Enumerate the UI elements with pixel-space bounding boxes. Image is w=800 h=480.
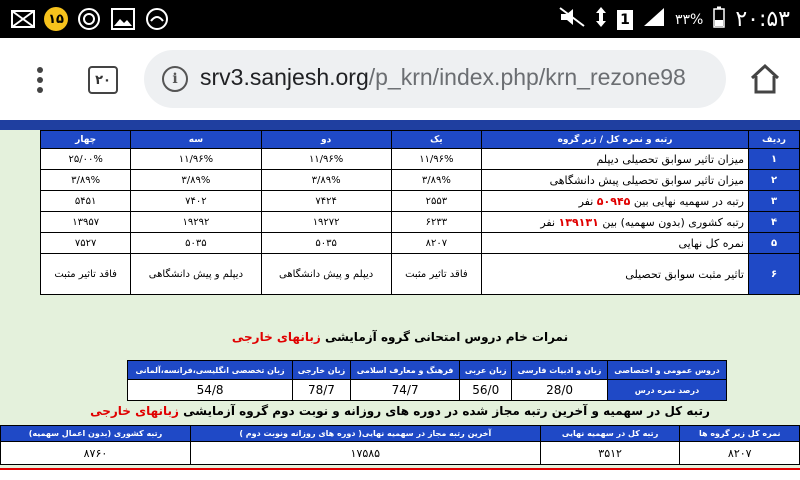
app-circle-icon (76, 6, 102, 32)
col-header: سه (131, 131, 261, 149)
row-label: نمره کل نهایی (482, 233, 749, 254)
table-header-row (1, 426, 800, 442)
cell: دیپلم و پیش دانشگاهی (131, 254, 261, 295)
label-unit: نفر (540, 215, 556, 229)
cell: ۸۲۰۷ (680, 442, 800, 465)
url-host: srv3.sanjesh.org (200, 64, 369, 90)
page-content (0, 120, 800, 480)
cell: ۱۱/۹۶% (131, 149, 261, 170)
home-icon[interactable] (748, 62, 782, 96)
section-title-raw-scores (0, 330, 800, 344)
col-header: ردیف (749, 131, 800, 149)
mute-icon (559, 7, 585, 32)
col-header: نمره کل زیر گروه ها (680, 426, 800, 442)
row-label (482, 212, 749, 233)
bottom-divider (0, 468, 800, 480)
tab-switcher-button[interactable]: ۲۰ (88, 66, 118, 94)
row-number: ۶ (749, 254, 800, 295)
cell: ۳۵۱۲ (540, 442, 680, 465)
col-header: زبان و ادبیات فارسی (512, 361, 608, 380)
address-bar[interactable] (144, 50, 726, 108)
cell: ۳/۸۹% (131, 170, 261, 191)
image-icon (110, 6, 136, 32)
col-header: رتبه کشوری (بدون اعمال سهمیه) (1, 426, 191, 442)
clock: ۲۰:۵۳ (735, 7, 790, 32)
row-number: ۳ (749, 191, 800, 212)
sim-icon: 1 (617, 10, 633, 30)
cell: ۸۲۰۷ (391, 233, 481, 254)
cell: ۱۱/۹۶% (391, 149, 481, 170)
cell: ۷۴۰۲ (131, 191, 261, 212)
col-header: رتبه و نمره کل / زیر گروه (482, 131, 749, 149)
mail-icon (10, 6, 36, 32)
cell: 56/0 (460, 380, 512, 401)
section-title-text: رتبه کل در سهمیه و آخرین رتبه مجاز شده در دوره های روزانه و نوبت دوم گروه آزمایشی (183, 404, 710, 418)
row-number: ۲ (749, 170, 800, 191)
col-header: فرهنگ و معارف اسلامی (350, 361, 460, 380)
section-title-ranks (0, 404, 800, 418)
url-text[interactable] (200, 64, 686, 91)
section-title-group: زبانهای خارجی (231, 330, 321, 344)
results-table (40, 130, 800, 295)
table-row (41, 233, 800, 254)
menu-icon[interactable] (30, 63, 50, 97)
highlight-number: ۱۳۹۱۳۱ (558, 215, 599, 229)
table-header-row (41, 131, 800, 149)
ranks-table (0, 425, 800, 465)
cell: ۵۰۳۵ (261, 233, 391, 254)
section-title-text: نمرات خام دروس امتحانی گروه آزمایشی (324, 330, 569, 344)
col-header: زبان خارجی (293, 361, 351, 380)
battery-icon (713, 6, 725, 33)
cell: ۵۰۳۵ (131, 233, 261, 254)
row-label: میزان تاثیر سوابق تحصیلی پیش دانشگاهی (482, 170, 749, 191)
cell: ۳/۸۹% (41, 170, 131, 191)
row-label: میزان تاثیر سوابق تحصیلی دیپلم (482, 149, 749, 170)
notification-badge: ۱۵ (44, 7, 68, 31)
battery-percent: ۳۳% (674, 11, 704, 28)
col-header: زبان عربی (460, 361, 512, 380)
signal-icon (643, 7, 665, 32)
cell: ۲۵۵۳ (391, 191, 481, 212)
col-header: دروس عمومی و اختصاصی (608, 361, 727, 380)
cell: 78/7 (293, 380, 351, 401)
cell: ۱۳۹۵۷ (41, 212, 131, 233)
cell: ۷۵۲۷ (41, 233, 131, 254)
cell: دیپلم و پیش دانشگاهی (261, 254, 391, 295)
status-bar (0, 0, 800, 38)
cell: ۳/۸۹% (391, 170, 481, 191)
table-header-row (128, 361, 727, 380)
highlight-number: ۵۰۹۴۵ (596, 194, 631, 208)
info-icon[interactable]: i (162, 66, 188, 92)
row-number: ۵ (749, 233, 800, 254)
cell: ۷۴۲۴ (261, 191, 391, 212)
header-strip (0, 120, 800, 130)
data-arrows-icon (595, 6, 607, 33)
cell: ۲۵/۰۰% (41, 149, 131, 170)
browser-toolbar (0, 38, 800, 120)
app-ring-icon (144, 6, 170, 32)
col-header: رتبه کل در سهمیه نهایی (540, 426, 680, 442)
cell: ۳/۸۹% (261, 170, 391, 191)
cell: ۸۷۶۰ (1, 442, 191, 465)
col-header: زبان تخصصی انگلیسی،فرانسه،آلمانی (128, 361, 293, 380)
table-row (41, 254, 800, 295)
label-unit: نفر (578, 194, 594, 208)
section-title-group: زبانهای خارجی (90, 404, 179, 418)
col-header: دو (261, 131, 391, 149)
cell: ۱۹۲۷۲ (261, 212, 391, 233)
cell: ۱۱/۹۶% (261, 149, 391, 170)
table-row (1, 442, 800, 465)
cell: ۱۷۵۸۵ (190, 442, 540, 465)
table-row (41, 212, 800, 233)
row-label: تاثیر مثبت سوابق تحصیلی (482, 254, 749, 295)
label-text: رتبه کشوری (بدون سهمیه) بین (602, 215, 744, 229)
cell: ۱۹۲۹۲ (131, 212, 261, 233)
cell: ۶۲۳۳ (391, 212, 481, 233)
row-label: درصد نمره درس (608, 380, 727, 401)
table-row (41, 149, 800, 170)
table-row (41, 170, 800, 191)
raw-scores-table (127, 360, 727, 401)
cell: ۵۴۵۱ (41, 191, 131, 212)
cell: 54/8 (128, 380, 293, 401)
row-number: ۱ (749, 149, 800, 170)
label-text: رتبه در سهمیه نهایی بین (633, 194, 744, 208)
cell: فاقد تاثیر مثبت (391, 254, 481, 295)
col-header: چهار (41, 131, 131, 149)
url-path: /p_krn/index.php/krn_rezone98 (368, 64, 686, 90)
cell: 28/0 (512, 380, 608, 401)
row-label (482, 191, 749, 212)
cell: فاقد تاثیر مثبت (41, 254, 131, 295)
table-row (41, 191, 800, 212)
col-header: یک (391, 131, 481, 149)
cell: 74/7 (350, 380, 460, 401)
row-number: ۴ (749, 212, 800, 233)
col-header: آخرین رتبه مجاز در سهمیه نهایی( دوره های روزانه ونوبت دوم ) (190, 426, 540, 442)
table-row (128, 380, 727, 401)
